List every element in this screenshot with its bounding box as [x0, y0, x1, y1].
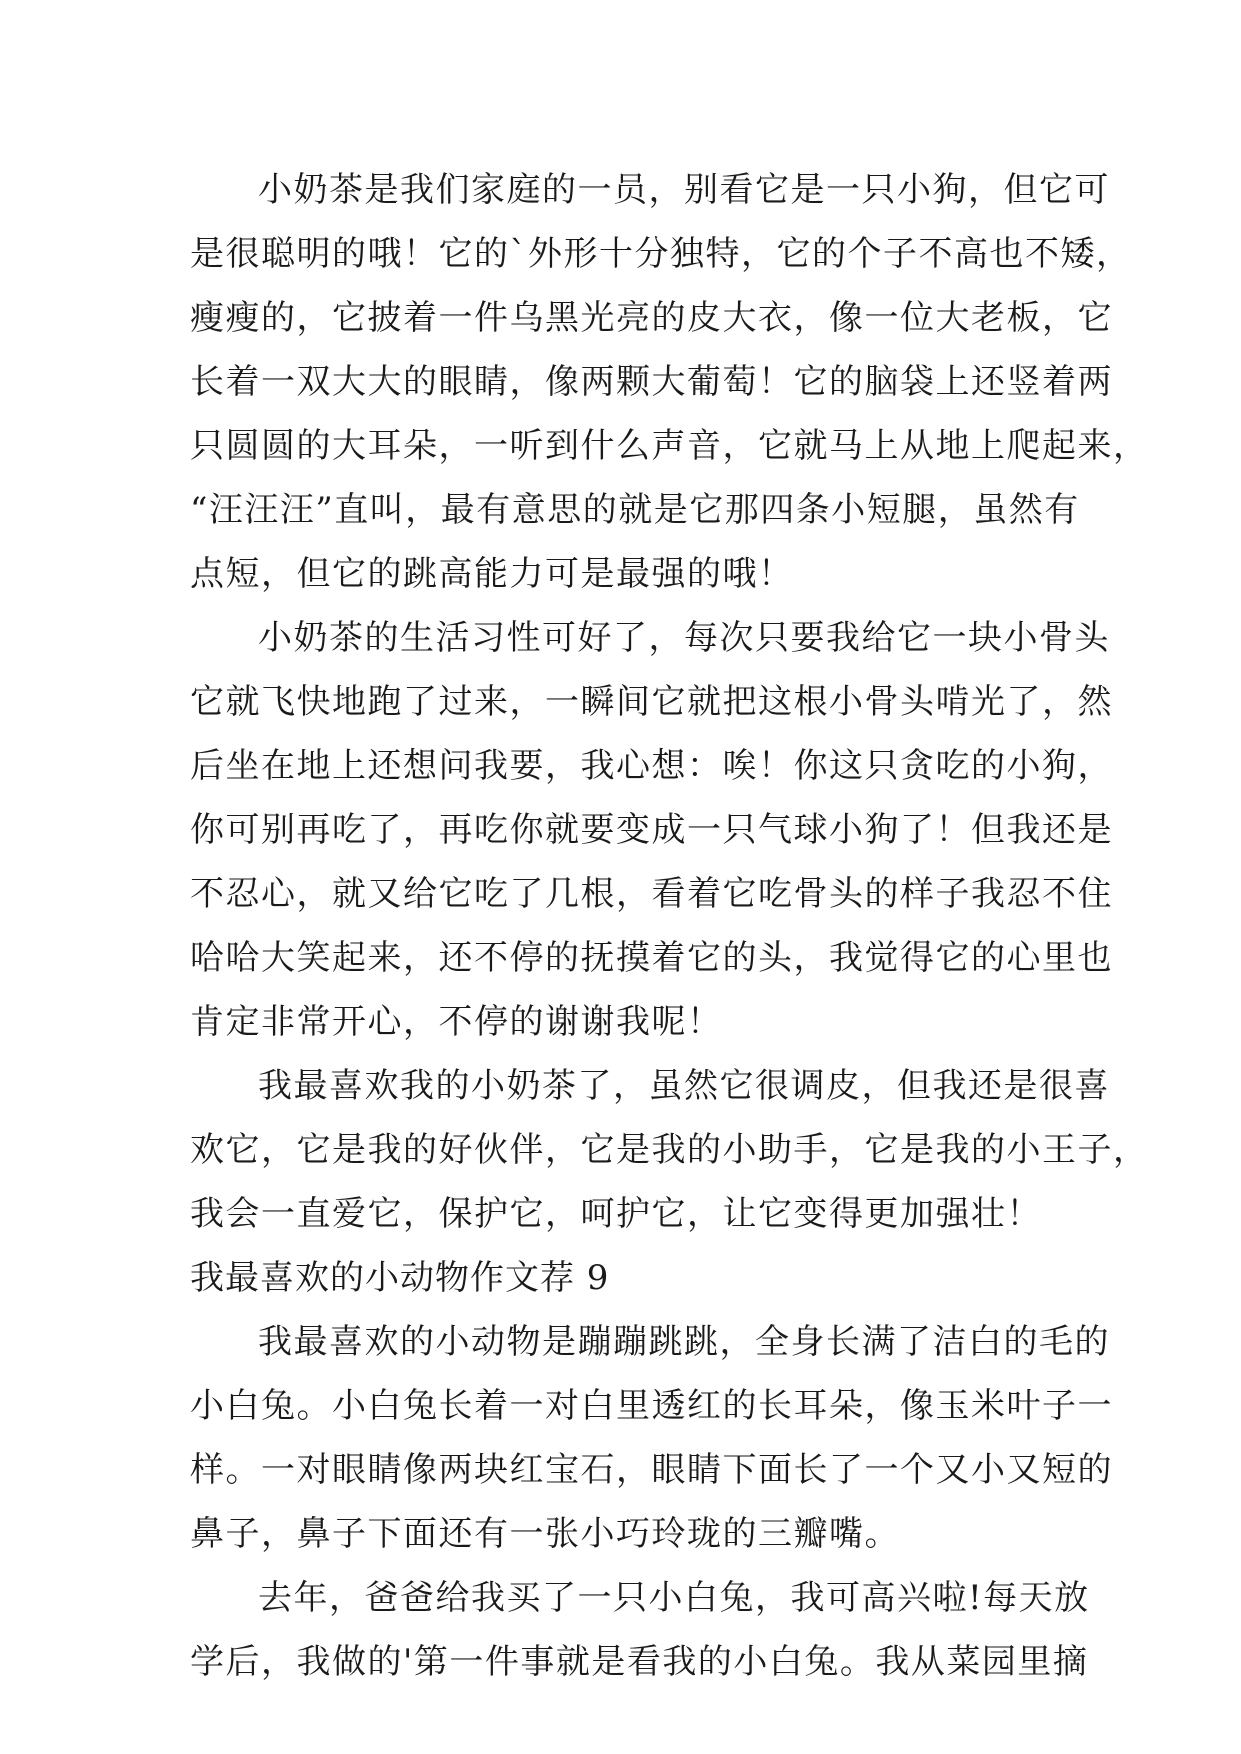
section-heading: 我最喜欢的小动物作文荐 9 [190, 1258, 610, 1298]
paragraph-line: 样。一对眼睛像两块红宝石，眼睛下面长了一个又小又短的 [190, 1450, 1113, 1490]
paragraph-line: 我最喜欢我的小奶茶了，虽然它很调皮，但我还是很喜 [258, 1066, 1110, 1106]
paragraph-line: 去年，爸爸给我买了一只小白兔，我可高兴啦!每天放 [258, 1578, 1090, 1618]
paragraph-line: 瘦瘦的，它披着一件乌黑光亮的皮大衣，像一位大老板，它 [190, 298, 1113, 338]
paragraph-line: 小奶茶是我们家庭的一员，别看它是一只小狗，但它可 [258, 170, 1110, 210]
document-body [190, 158, 1149, 1694]
paragraph-line: 只圆圆的大耳朵，一听到什么声音，它就马上从地上爬起来， [190, 426, 1149, 466]
paragraph-line: 肯定非常开心，不停的谢谢我呢！ [190, 1002, 723, 1042]
paragraph-line: 不忍心，就又给它吃了几根，看着它吃骨头的样子我忍不住 [190, 874, 1113, 914]
paragraph-line: 后坐在地上还想问我要，我心想：唉！你这只贪吃的小狗， [190, 746, 1113, 786]
paragraph-line: “汪汪汪”直叫，最有意思的就是它那四条小短腿，虽然有 [190, 490, 1080, 530]
paragraph-line: 哈哈大笑起来，还不停的抚摸着它的头，我觉得它的心里也 [190, 938, 1113, 978]
paragraph-rabbit-gift [190, 1566, 1090, 1694]
paragraph-line: 你可别再吃了，再吃你就要变成一只气球小狗了！但我还是 [190, 810, 1113, 850]
paragraph-milk-tea-appearance [190, 158, 1149, 606]
paragraph-milk-tea-conclusion [190, 1054, 1149, 1246]
paragraph-line: 是很聪明的哦！它的`外形十分独特，它的个子不高也不矮， [190, 234, 1132, 274]
paragraph-line: 小白兔。小白兔长着一对白里透红的长耳朵，像玉米叶子一 [190, 1386, 1113, 1426]
paragraph-line: 小奶茶的生活习性可好了，每次只要我给它一块小骨头 [258, 618, 1110, 658]
paragraph-line: 鼻子，鼻子下面还有一张小巧玲珑的三瓣嘴。 [190, 1514, 900, 1554]
paragraph-line: 我会一直爱它，保护它，呵护它，让它变得更加强壮！ [190, 1194, 1042, 1234]
paragraph-line: 它就飞快地跑了过来，一瞬间它就把这根小骨头啃光了，然 [190, 682, 1113, 722]
paragraph-line: 点短，但它的跳高能力可是最强的哦！ [190, 554, 794, 594]
paragraph-rabbit-description [190, 1310, 1113, 1566]
paragraph-line: 我最喜欢的小动物是蹦蹦跳跳，全身长满了洁白的毛的 [258, 1322, 1110, 1362]
paragraph-line: 长着一双大大的眼睛，像两颗大葡萄！它的脑袋上还竖着两 [190, 362, 1113, 402]
paragraph-line: 欢它，它是我的好伙伴，它是我的小助手，它是我的小王子， [190, 1130, 1149, 1170]
paragraph-milk-tea-habits [190, 606, 1113, 1054]
paragraph-line: 学后，我做的'第一件事就是看我的小白兔。我从菜园里摘 [190, 1642, 1089, 1682]
